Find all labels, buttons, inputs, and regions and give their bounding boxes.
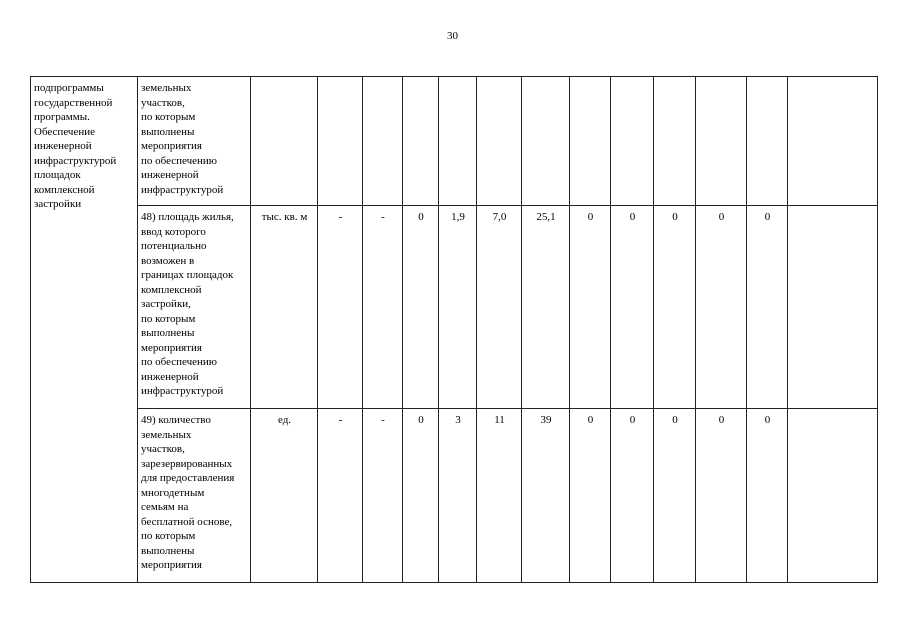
value-cell bbox=[788, 206, 878, 409]
unit-cell: тыс. кв. м bbox=[251, 206, 318, 409]
value-cell: - bbox=[318, 206, 363, 409]
value-cell bbox=[654, 77, 696, 206]
value-cell: 25,1 bbox=[522, 206, 570, 409]
value-cell: 0 bbox=[696, 206, 747, 409]
value-cell: 0 bbox=[654, 409, 696, 583]
indicator-cell: 49) количество земельных участков, зарезервированных для предоставления многодетным семьям на бесплатной основе, по которым выполнены мероприятия bbox=[138, 409, 251, 583]
value-cell: - bbox=[318, 409, 363, 583]
value-cell: 3 bbox=[439, 409, 477, 583]
value-cell bbox=[403, 77, 439, 206]
value-cell bbox=[788, 77, 878, 206]
subprogram-name-cell: подпрограммы государственной программы. Обеспечение инженерной инфраструктурой площадок комплексной застройки bbox=[31, 77, 138, 583]
value-cell: 0 bbox=[747, 206, 788, 409]
value-cell: 0 bbox=[654, 206, 696, 409]
value-cell: 0 bbox=[611, 409, 654, 583]
value-cell: 0 bbox=[403, 206, 439, 409]
unit-cell bbox=[251, 77, 318, 206]
page-number: 30 bbox=[447, 30, 458, 42]
value-cell: 0 bbox=[696, 409, 747, 583]
table-row bbox=[31, 77, 878, 206]
table-row bbox=[31, 409, 878, 583]
value-cell bbox=[747, 77, 788, 206]
value-cell: 0 bbox=[747, 409, 788, 583]
value-cell bbox=[363, 77, 403, 206]
indicator-cell: земельных участков, по которым выполнены мероприятия по обеспечению инженерной инфраструктурой bbox=[138, 77, 251, 206]
value-cell bbox=[477, 77, 522, 206]
value-cell bbox=[788, 409, 878, 583]
value-cell: 39 bbox=[522, 409, 570, 583]
value-cell: 0 bbox=[403, 409, 439, 583]
value-cell: 11 bbox=[477, 409, 522, 583]
value-cell: 0 bbox=[570, 206, 611, 409]
value-cell: 1,9 bbox=[439, 206, 477, 409]
value-cell: 7,0 bbox=[477, 206, 522, 409]
value-cell bbox=[696, 77, 747, 206]
unit-cell: ед. bbox=[251, 409, 318, 583]
indicators-table bbox=[30, 76, 878, 583]
value-cell bbox=[439, 77, 477, 206]
value-cell: 0 bbox=[611, 206, 654, 409]
value-cell bbox=[522, 77, 570, 206]
table-row bbox=[31, 206, 878, 409]
value-cell bbox=[611, 77, 654, 206]
value-cell: 0 bbox=[570, 409, 611, 583]
value-cell bbox=[570, 77, 611, 206]
indicator-cell: 48) площадь жилья, ввод которого потенциально возможен в границах площадок комплексной застройки, по которым выполнены мероприятия по обеспечению инженерной инфраструктурой bbox=[138, 206, 251, 409]
value-cell bbox=[318, 77, 363, 206]
value-cell: - bbox=[363, 206, 403, 409]
value-cell: - bbox=[363, 409, 403, 583]
